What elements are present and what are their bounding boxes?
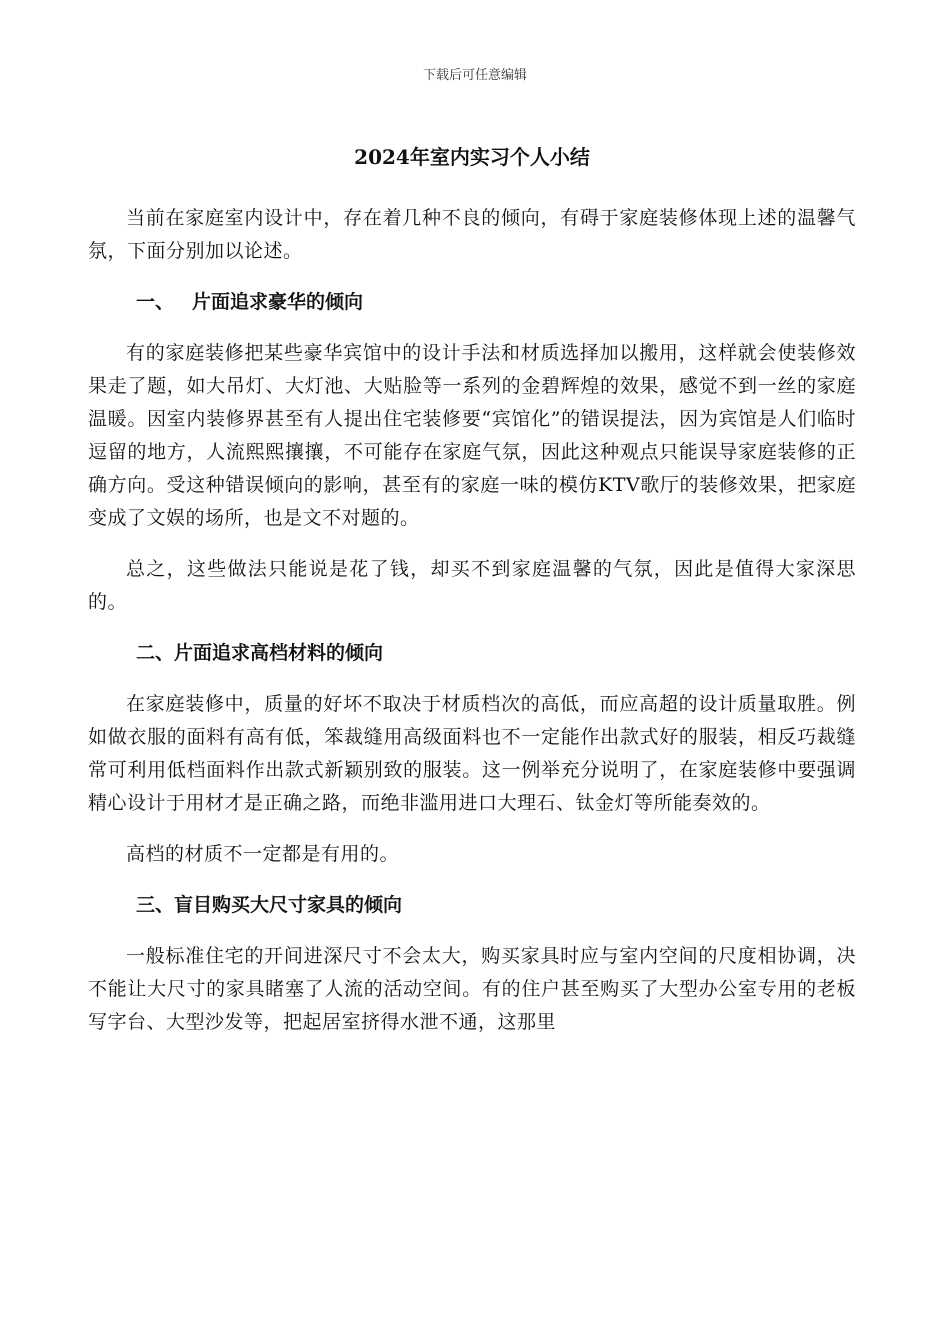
section-1-heading	[88, 286, 856, 319]
section-3-paragraph-1: 一般标准住宅的开间进深尺寸不会太大，购买家具时应与室内空间的尺度相协调，决不能让大尺寸的家具睹塞了人流的活动空间。有的住户甚至购买了大型办公室专用的老板写字台、大型沙发等，把起居室挤得水泄不通，这那里	[88, 945, 856, 1033]
section-3-heading	[88, 889, 856, 922]
section-2-paragraph-2: 高档的材质不一定都是有用的。	[126, 843, 400, 865]
section-3-title: 盲目购买大尺寸家具的倾向	[174, 894, 403, 916]
section-1-paragraph-2: 总之，这些做法只能说是花了钱，却买不到家庭温馨的气氛，因此是值得大家深思的。	[88, 558, 856, 613]
section-2-number: 二、	[136, 642, 175, 664]
header-note: 下载后可任意编辑	[422, 68, 527, 83]
section-2-title: 片面追求高档材料的倾向	[174, 642, 384, 664]
section-2-paragraph-1: 在家庭装修中，质量的好坏不取决于材质档次的高低，而应高超的设计质量取胜。例如做衣服的面料有高有低，笨裁缝用高级面料也不一定能作出款式好的服装，相反巧裁缝常可利用低档面料作出款式新颖别致的服装。这一例举充分说明了，在家庭装修中要强调精心设计于用材才是正确之路，而绝非滥用进口大理石、钛金灯等所能奏效的。	[88, 693, 856, 814]
section-1-number: 一、	[136, 291, 175, 313]
document-title: 2024年室内实习个人小结	[354, 145, 590, 169]
document-body	[88, 138, 856, 1057]
section-2-heading	[88, 637, 856, 670]
intro-paragraph: 当前在家庭室内设计中，存在着几种不良的倾向，有碍于家庭装修体现上述的温馨气氛，下面分别加以论述。	[88, 207, 856, 262]
section-1-title: 片面追求豪华的倾向	[192, 291, 364, 313]
section-1-paragraph-1: 有的家庭装修把某些豪华宾馆中的设计手法和材质选择加以搬用，这样就会使装修效果走了题，如大吊灯、大灯池、大贴脸等一系列的金碧辉煌的效果，感觉不到一丝的家庭温暖。因室内装修界甚至有人提出住宅装修要“宾馆化”的错误提法，因为宾馆是人们临时逗留的地方，人流熙熙攘攘，不可能存在家庭气氛，因此这种观点只能误导家庭装修的正确方向。受这种错误倾向的影响，甚至有的家庭一味的模仿KTV歌厅的装修效果，把家庭变成了文娱的场所，也是文不对题的。	[88, 342, 856, 529]
section-3-number: 三、	[136, 894, 175, 916]
